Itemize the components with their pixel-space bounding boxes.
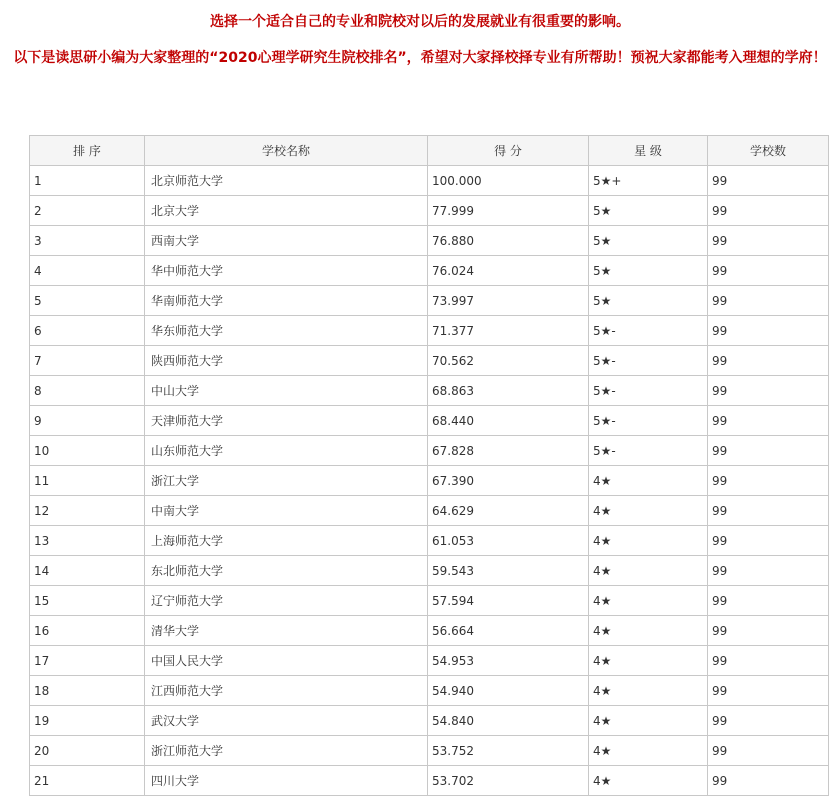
- cell-score: 67.828: [428, 436, 589, 466]
- cell-school-count: 99: [708, 286, 829, 316]
- cell-school-count: 99: [708, 346, 829, 376]
- table-row: [30, 346, 829, 376]
- cell-school-name: 清华大学: [145, 616, 428, 646]
- cell-school-name: 中南大学: [145, 496, 428, 526]
- cell-star-level: 5★: [589, 196, 708, 226]
- cell-star-level: 5★: [589, 226, 708, 256]
- table-body: [30, 166, 829, 796]
- cell-score: 54.953: [428, 646, 589, 676]
- cell-school-count: 99: [708, 256, 829, 286]
- cell-rank: 2: [30, 196, 145, 226]
- table-row: [30, 556, 829, 586]
- cell-score: 59.543: [428, 556, 589, 586]
- cell-school-name: 武汉大学: [145, 706, 428, 736]
- cell-school-name: 上海师范大学: [145, 526, 428, 556]
- cell-star-level: 4★: [589, 496, 708, 526]
- header-rank: 排 序: [30, 136, 145, 166]
- cell-school-name: 北京师范大学: [145, 166, 428, 196]
- cell-rank: 10: [30, 436, 145, 466]
- table-row: [30, 766, 829, 796]
- cell-score: 67.390: [428, 466, 589, 496]
- ranking-table: [29, 135, 829, 796]
- cell-school-count: 99: [708, 196, 829, 226]
- cell-rank: 18: [30, 676, 145, 706]
- cell-score: 68.863: [428, 376, 589, 406]
- cell-star-level: 4★: [589, 526, 708, 556]
- table-row: [30, 586, 829, 616]
- table-row: [30, 316, 829, 346]
- cell-score: 76.024: [428, 256, 589, 286]
- intro-section: [0, 0, 840, 70]
- cell-rank: 5: [30, 286, 145, 316]
- cell-school-name: 华南师范大学: [145, 286, 428, 316]
- table-row: [30, 496, 829, 526]
- cell-star-level: 4★: [589, 766, 708, 796]
- cell-school-count: 99: [708, 556, 829, 586]
- cell-school-count: 99: [708, 706, 829, 736]
- cell-school-count: 99: [708, 166, 829, 196]
- cell-star-level: 4★: [589, 586, 708, 616]
- cell-star-level: 4★: [589, 676, 708, 706]
- cell-rank: 20: [30, 736, 145, 766]
- cell-rank: 7: [30, 346, 145, 376]
- cell-score: 71.377: [428, 316, 589, 346]
- header-score: 得 分: [428, 136, 589, 166]
- table-row: [30, 616, 829, 646]
- cell-school-name: 华中师范大学: [145, 256, 428, 286]
- cell-star-level: 5★: [589, 256, 708, 286]
- cell-rank: 21: [30, 766, 145, 796]
- cell-score: 57.594: [428, 586, 589, 616]
- header-school-name: 学校名称: [145, 136, 428, 166]
- cell-school-count: 99: [708, 676, 829, 706]
- cell-rank: 16: [30, 616, 145, 646]
- cell-rank: 8: [30, 376, 145, 406]
- table-header: [30, 136, 829, 166]
- cell-school-name: 中山大学: [145, 376, 428, 406]
- cell-school-name: 华东师范大学: [145, 316, 428, 346]
- cell-school-count: 99: [708, 376, 829, 406]
- cell-school-count: 99: [708, 736, 829, 766]
- cell-star-level: 4★: [589, 616, 708, 646]
- table-row: [30, 376, 829, 406]
- cell-score: 54.940: [428, 676, 589, 706]
- cell-star-level: 4★: [589, 466, 708, 496]
- table-row: [30, 166, 829, 196]
- cell-star-level: 4★: [589, 736, 708, 766]
- cell-rank: 9: [30, 406, 145, 436]
- cell-school-name: 西南大学: [145, 226, 428, 256]
- intro-line-1: 选择一个适合自己的专业和院校对以后的发展就业有很重要的影响。: [210, 14, 630, 30]
- table-row: [30, 526, 829, 556]
- cell-school-count: 99: [708, 496, 829, 526]
- table-row: [30, 706, 829, 736]
- cell-rank: 19: [30, 706, 145, 736]
- cell-score: 76.880: [428, 226, 589, 256]
- cell-school-name: 陕西师范大学: [145, 346, 428, 376]
- cell-rank: 6: [30, 316, 145, 346]
- table-row: [30, 646, 829, 676]
- cell-score: 53.752: [428, 736, 589, 766]
- cell-rank: 14: [30, 556, 145, 586]
- header-school-count: 学校数: [708, 136, 829, 166]
- cell-school-name: 中国人民大学: [145, 646, 428, 676]
- cell-school-name: 江西师范大学: [145, 676, 428, 706]
- header-row: [30, 136, 829, 166]
- cell-score: 53.702: [428, 766, 589, 796]
- cell-rank: 12: [30, 496, 145, 526]
- cell-star-level: 4★: [589, 646, 708, 676]
- table-row: [30, 736, 829, 766]
- cell-score: 54.840: [428, 706, 589, 736]
- cell-school-count: 99: [708, 406, 829, 436]
- cell-school-count: 99: [708, 586, 829, 616]
- cell-school-name: 四川大学: [145, 766, 428, 796]
- cell-school-count: 99: [708, 466, 829, 496]
- table-row: [30, 196, 829, 226]
- table-row: [30, 256, 829, 286]
- table-row: [30, 406, 829, 436]
- cell-school-name: 天津师范大学: [145, 406, 428, 436]
- cell-star-level: 5★-: [589, 376, 708, 406]
- table-row: [30, 676, 829, 706]
- cell-score: 56.664: [428, 616, 589, 646]
- cell-school-name: 山东师范大学: [145, 436, 428, 466]
- header-star-level: 星 级: [589, 136, 708, 166]
- cell-star-level: 5★-: [589, 436, 708, 466]
- cell-star-level: 5★-: [589, 316, 708, 346]
- cell-star-level: 5★-: [589, 406, 708, 436]
- cell-school-count: 99: [708, 436, 829, 466]
- cell-rank: 3: [30, 226, 145, 256]
- cell-rank: 15: [30, 586, 145, 616]
- cell-score: 64.629: [428, 496, 589, 526]
- cell-star-level: 5★: [589, 286, 708, 316]
- cell-score: 61.053: [428, 526, 589, 556]
- cell-star-level: 5★-: [589, 346, 708, 376]
- cell-score: 73.997: [428, 286, 589, 316]
- cell-school-count: 99: [708, 226, 829, 256]
- cell-school-count: 99: [708, 316, 829, 346]
- table-row: [30, 436, 829, 466]
- cell-school-name: 辽宁师范大学: [145, 586, 428, 616]
- cell-score: 77.999: [428, 196, 589, 226]
- cell-rank: 13: [30, 526, 145, 556]
- cell-score: 70.562: [428, 346, 589, 376]
- cell-rank: 4: [30, 256, 145, 286]
- table-row: [30, 226, 829, 256]
- cell-school-name: 北京大学: [145, 196, 428, 226]
- cell-score: 68.440: [428, 406, 589, 436]
- cell-school-count: 99: [708, 526, 829, 556]
- cell-star-level: 4★: [589, 556, 708, 586]
- intro-line-2: 以下是读思研小编为大家整理的“2020心理学研究生院校排名”，希望对大家择校择专业有所帮助！预祝大家都能考入理想的学府！: [13, 50, 827, 66]
- cell-school-count: 99: [708, 766, 829, 796]
- cell-school-count: 99: [708, 646, 829, 676]
- cell-rank: 11: [30, 466, 145, 496]
- cell-score: 100.000: [428, 166, 589, 196]
- cell-school-name: 浙江大学: [145, 466, 428, 496]
- cell-school-name: 东北师范大学: [145, 556, 428, 586]
- cell-rank: 17: [30, 646, 145, 676]
- cell-rank: 1: [30, 166, 145, 196]
- table-row: [30, 466, 829, 496]
- cell-star-level: 5★+: [589, 166, 708, 196]
- cell-star-level: 4★: [589, 706, 708, 736]
- table-row: [30, 286, 829, 316]
- cell-school-name: 浙江师范大学: [145, 736, 428, 766]
- cell-school-count: 99: [708, 616, 829, 646]
